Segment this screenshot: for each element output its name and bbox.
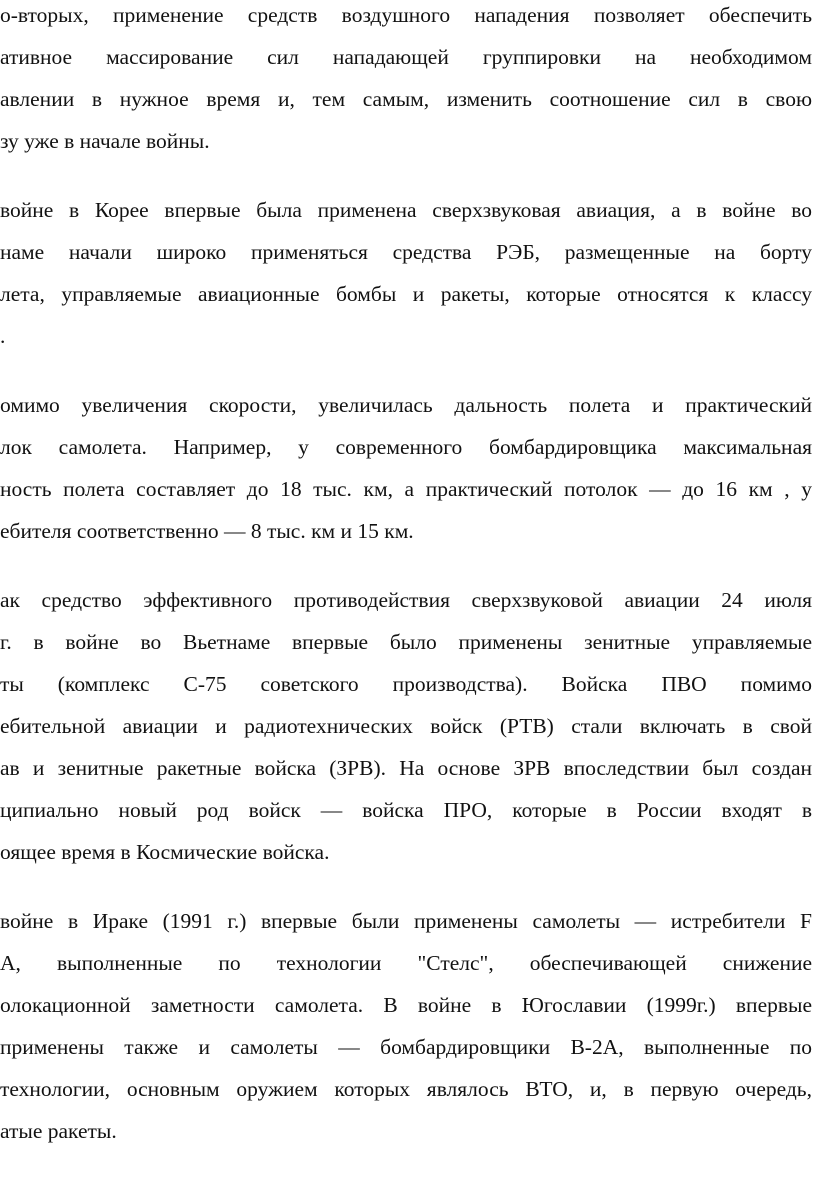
- text-line: ативное массирование сил нападающей группировки на необходимом: [0, 45, 812, 69]
- text-line: применены также и самолеты — бомбардировщики В-2А, выполненные по: [0, 1035, 812, 1059]
- text-line: зу уже в начале войны.: [0, 129, 210, 153]
- text-line: атые ракеты.: [0, 1119, 117, 1143]
- text-line: ты (комплекс С-75 советского производства). Войска ПВО помимо: [0, 672, 812, 696]
- text-line: омимо увеличения скорости, увеличилась дальность полета и практический: [0, 393, 812, 417]
- text-line: г. в войне во Вьетнаме впервые было применены зенитные управляемые: [0, 630, 812, 654]
- text-line: лок самолета. Например, у современного бомбардировщика максимальная: [0, 435, 812, 459]
- text-line: войне в Ираке (1991 г.) впервые были применены самолеты — истребители F: [0, 909, 812, 933]
- text-line: ебительной авиации и радиотехнических войск (РТВ) стали включать в свой: [0, 714, 812, 738]
- text-line: ность полета составляет до 18 тыс. км, а практический потолок — до 16 км , у: [0, 477, 812, 501]
- text-line: войне в Корее впервые была применена сверхзвуковая авиация, а в войне во: [0, 198, 812, 222]
- text-line: ав и зенитные ракетные войска (ЗРВ). На основе ЗРВ впоследствии был создан: [0, 756, 812, 780]
- text-line: олокационной заметности самолета. В войне в Югославии (1999г.) впервые: [0, 993, 812, 1017]
- text-line: технологии, основным оружием которых являлось ВТО, и, в первую очередь,: [0, 1077, 812, 1101]
- text-line: ак средство эффективного противодействия сверхзвуковой авиации 24 июля: [0, 588, 812, 612]
- text-line: авлении в нужное время и, тем самым, изменить соотношение сил в свою: [0, 87, 812, 111]
- text-line: наме начали широко применяться средства РЭБ, размещенные на борту: [0, 240, 812, 264]
- text-line: оящее время в Космические войска.: [0, 840, 330, 864]
- text-line: .: [0, 324, 6, 348]
- text-line: ебителя соответственно — 8 тыс. км и 15 км.: [0, 519, 414, 543]
- text-line: ципиально новый род войск — войска ПРО, которые в России входят в: [0, 798, 812, 822]
- text-line: А, выполненные по технологии "Стелс", обеспечивающей снижение: [0, 951, 812, 975]
- text-line: о-вторых, применение средств воздушного нападения позволяет обеспечить: [0, 3, 812, 27]
- text-line: лета, управляемые авиационные бомбы и ракеты, которые относятся к классу: [0, 282, 812, 306]
